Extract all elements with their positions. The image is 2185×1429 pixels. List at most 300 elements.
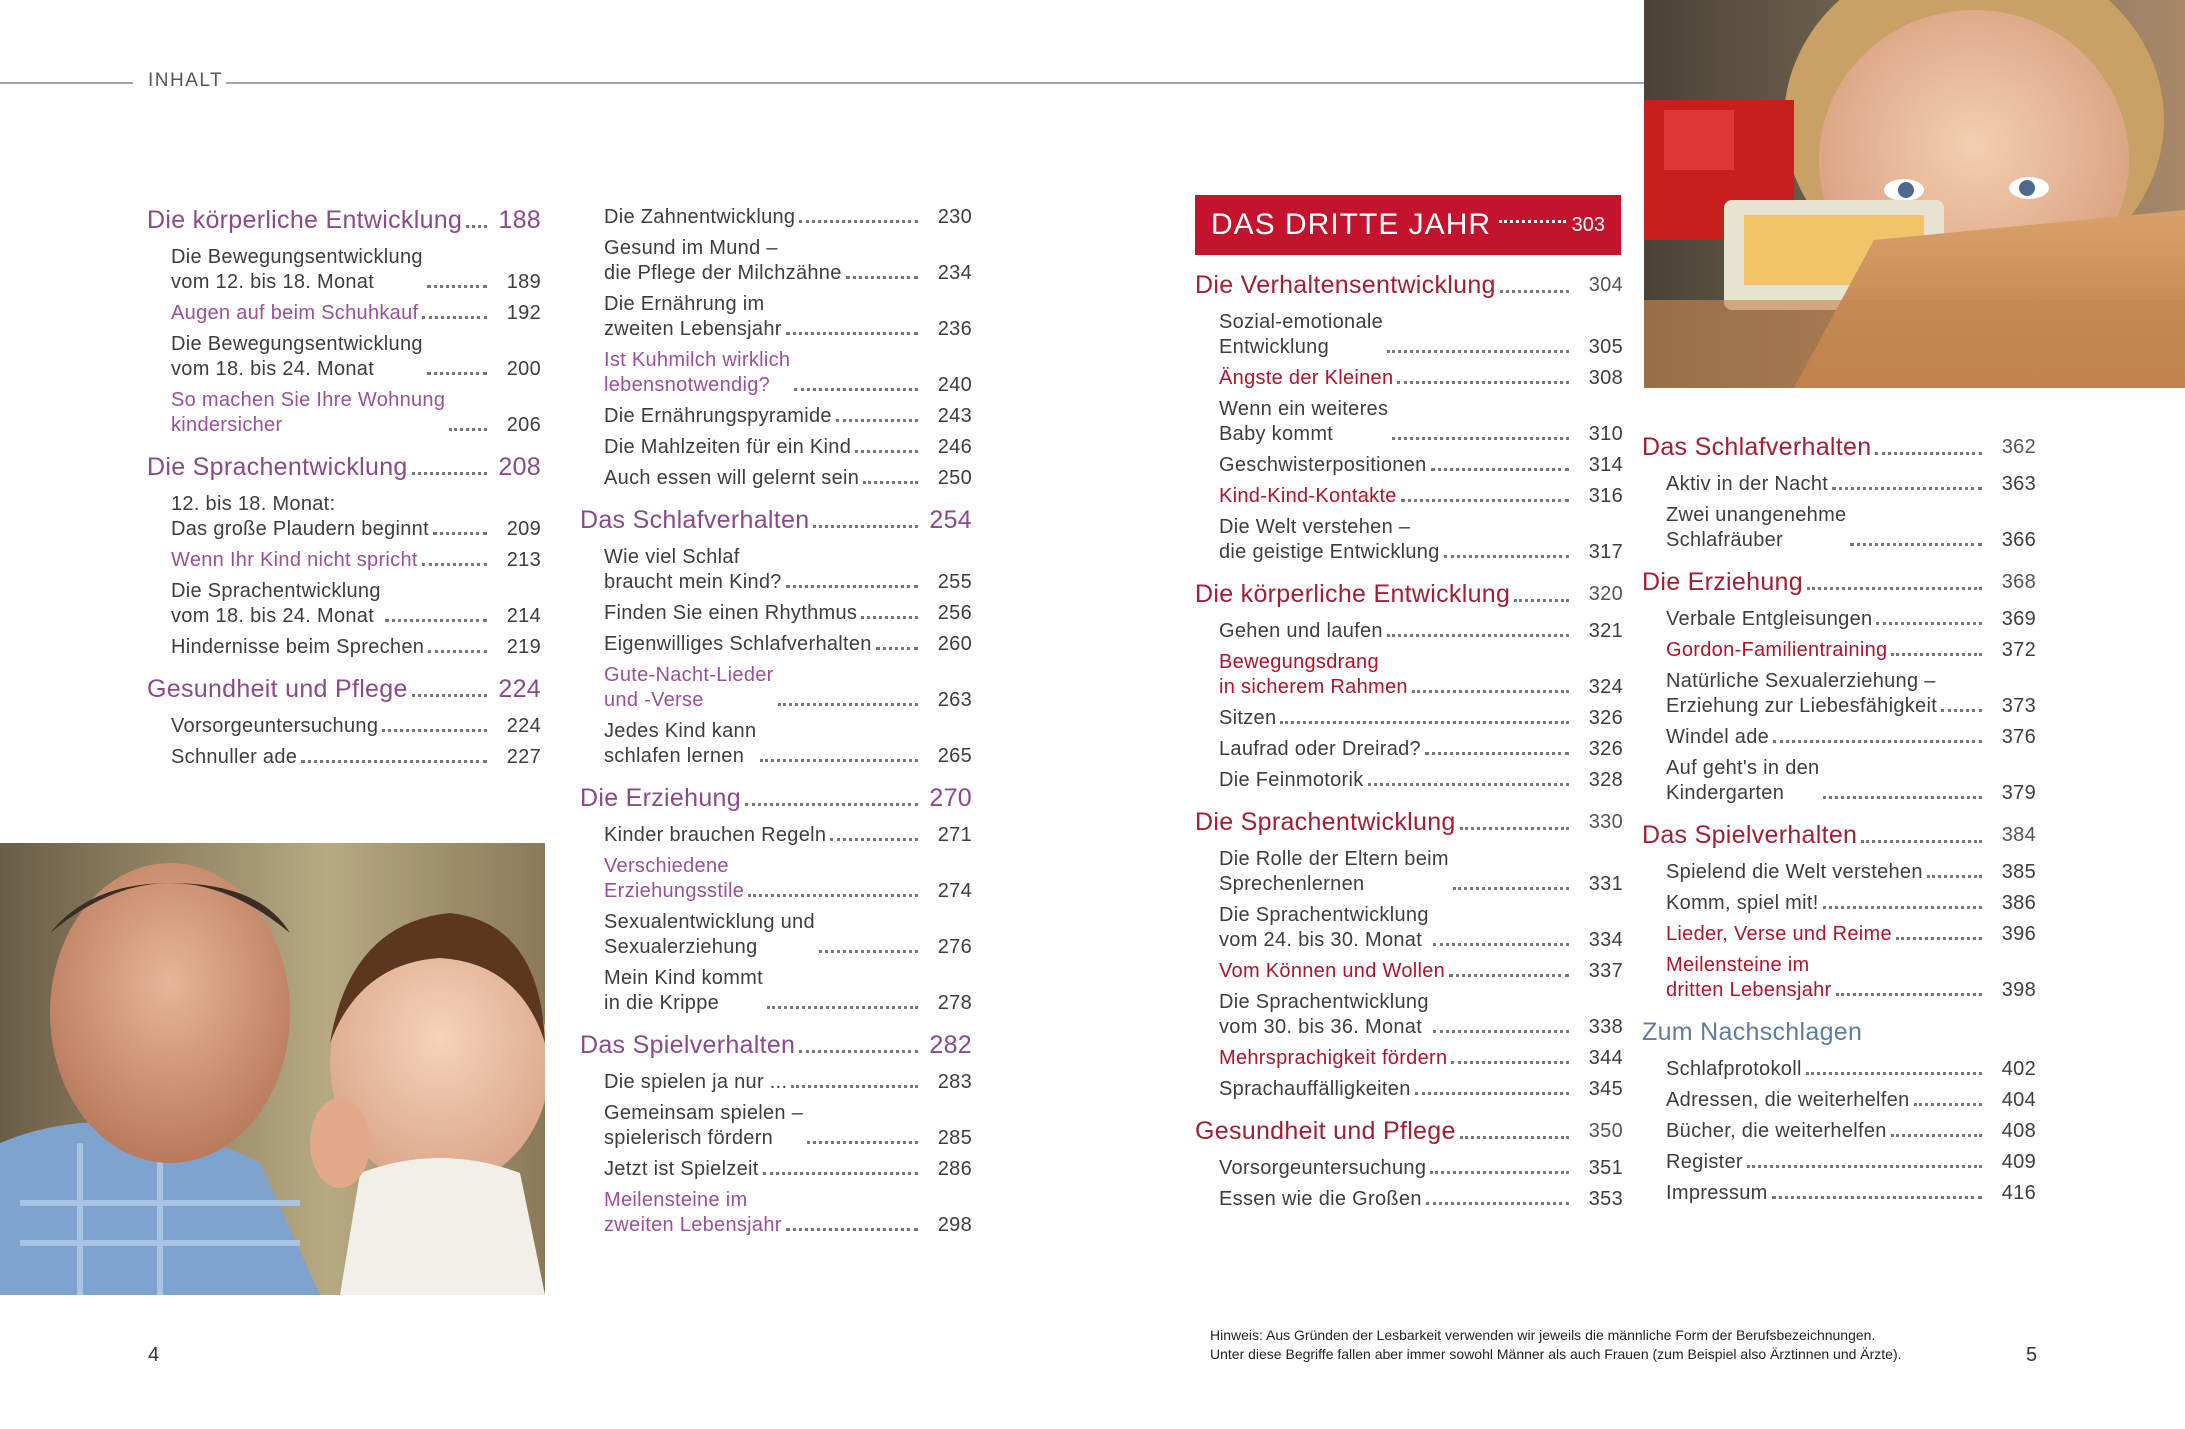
toc-section-heading: [1195, 270, 1623, 300]
toc-entry: [1195, 619, 1623, 644]
toc-entry: [1195, 366, 1623, 391]
toc-entry-page: 283: [937, 1071, 972, 1093]
toc-leader-dots: [1453, 887, 1569, 890]
footnote-line-2: Unter diese Begriffe fallen aber immer sowohl Männer als auch Frauen (zum Beispiel also Ärztinnen und Ärzte).: [1210, 1346, 1902, 1362]
toc-entry-page: 344: [1588, 1047, 1623, 1069]
toc-entry-page: 192: [506, 302, 541, 324]
toc-entry-title: Meilensteine im zweiten Lebensjahr: [604, 1188, 786, 1238]
toc-entry-page: 379: [2001, 782, 2036, 804]
toc-entry-page: 376: [2001, 726, 2036, 748]
toc-entry-page: 255: [937, 571, 972, 593]
toc-leader-dots: [1460, 827, 1569, 830]
chapter-title: DAS DRITTE JAHR: [1211, 208, 1492, 241]
toc-entry-page: 326: [1588, 738, 1623, 760]
toc-entry-page: 304: [1588, 274, 1623, 296]
toc-entry-title: Die Mahlzeiten für ein Kind: [604, 435, 855, 460]
toc-entry-page: 320: [1588, 583, 1623, 605]
toc-leader-dots: [1460, 1136, 1569, 1139]
toc-entry-page: 310: [1588, 423, 1623, 445]
toc-entry: [580, 854, 972, 904]
toc-section-heading: [147, 674, 541, 704]
toc-entry-title: Verschiedene Erziehungsstile: [604, 854, 748, 904]
toc-leader-dots: [855, 450, 918, 453]
toc-entry-page: 256: [937, 602, 972, 624]
toc-leader-dots: [1392, 437, 1569, 440]
toc-entry-page: 368: [2001, 571, 2036, 593]
toc-entry-title: Sprachauffälligkeiten: [1219, 1077, 1415, 1102]
toc-entry: [147, 245, 541, 295]
toc-leader-dots: [876, 647, 918, 650]
toc-entry: [147, 635, 541, 660]
toc-entry-title: Die Sprachentwicklung vom 18. bis 24. Monat: [171, 579, 385, 629]
toc-entry-title: Die körperliche Entwicklung: [1195, 579, 1514, 609]
toc-entry-page: 321: [1588, 620, 1623, 642]
toc-entry: [1195, 847, 1623, 897]
toc-entry: [1195, 1046, 1623, 1071]
toc-leader-dots: [412, 694, 487, 697]
toc-entry-title: Die Welt verstehen – die geistige Entwicklung: [1219, 515, 1444, 565]
toc-entry: [1195, 959, 1623, 984]
toc-entry-page: 234: [937, 262, 972, 284]
toc-entry-page: 278: [937, 992, 972, 1014]
toc-entry: [580, 435, 972, 460]
toc-entry: [1195, 1077, 1623, 1102]
toc-entry-page: 409: [2001, 1151, 2036, 1173]
toc-entry: [1195, 990, 1623, 1040]
toc-entry-title: Die Feinmotorik: [1219, 768, 1368, 793]
toc-leader-dots: [807, 1141, 918, 1144]
toc-leader-dots: [422, 563, 487, 566]
toc-leader-dots: [1280, 721, 1569, 724]
toc-entry: [1195, 484, 1623, 509]
toc-entry-page: 298: [937, 1214, 972, 1236]
toc-leader-dots: [819, 950, 918, 953]
toc-leader-dots: [1875, 452, 1982, 455]
toc-leader-dots: [1891, 653, 1982, 656]
toc-entry: [1195, 310, 1623, 360]
toc-leader-dots: [1387, 634, 1569, 637]
toc-entry: [1195, 650, 1623, 700]
toc-leader-dots: [830, 838, 918, 841]
toc-entry-page: 314: [1588, 454, 1623, 476]
toc-leader-dots: [1425, 752, 1569, 755]
toc-entry: [580, 663, 972, 713]
toc-entry-title: Gordon-Familientraining: [1666, 638, 1891, 663]
toc-entry-title: Die Zahnentwicklung: [604, 205, 799, 230]
toc-leader-dots: [422, 316, 487, 319]
toc-entry-page: 326: [1588, 707, 1623, 729]
toc-entry-title: Das Schlafverhalten: [1642, 432, 1875, 462]
toc-entry: [1642, 891, 2036, 916]
toc-entry: [147, 745, 541, 770]
toc-entry: [580, 404, 972, 429]
page-number-left: 4: [148, 1344, 160, 1366]
toc-entry-page: 385: [2001, 861, 2036, 883]
toc-leader-dots: [1832, 487, 1982, 490]
toc-leader-dots: [1876, 622, 1982, 625]
toc-entry-title: Schnuller ade: [171, 745, 301, 770]
toc-entry: [1642, 503, 2036, 553]
toc-leader-dots: [428, 650, 487, 653]
toc-entry: [1195, 768, 1623, 793]
toc-entry: [580, 823, 972, 848]
toc-entry-title: Wie viel Schlaf braucht mein Kind?: [604, 545, 786, 595]
toc-entry-page: 402: [2001, 1058, 2036, 1080]
toc-leader-dots: [1896, 937, 1982, 940]
page-number-right: 5: [2026, 1344, 2038, 1366]
toc-section-heading: [1642, 1017, 2036, 1047]
toc-entry-title: Gesundheit und Pflege: [1195, 1116, 1460, 1146]
toc-entry-page: 227: [506, 746, 541, 768]
toc-column-4: [1642, 432, 2036, 1212]
toc-entry-page: 372: [2001, 639, 2036, 661]
toc-leader-dots: [1747, 1165, 1982, 1168]
toc-entry-title: Auf geht's in den Kindergarten: [1666, 756, 1823, 806]
toc-entry-title: Geschwisterpositionen: [1219, 453, 1431, 478]
toc-entry-title: Ist Kuhmilch wirklich lebensnotwendig?: [604, 348, 794, 398]
toc-leader-dots: [813, 525, 918, 528]
toc-leader-dots: [385, 619, 487, 622]
toc-entry-title: Gesund im Mund – die Pflege der Milchzähne: [604, 236, 846, 286]
toc-leader-dots: [1431, 468, 1569, 471]
toc-section-heading: [1195, 1116, 1623, 1146]
toc-entry-page: 351: [1588, 1157, 1623, 1179]
toc-column-1: [147, 205, 541, 776]
toc-entry: [580, 205, 972, 230]
toc-entry-title: Vorsorgeuntersuchung: [1219, 1156, 1430, 1181]
toc-entry-page: 246: [937, 436, 972, 458]
toc-entry: [1642, 922, 2036, 947]
toc-section-heading: [147, 452, 541, 482]
toc-entry-page: 305: [1588, 336, 1623, 358]
toc-entry-page: 416: [2001, 1182, 2036, 1204]
toc-leader-dots: [1807, 587, 1982, 590]
photo-toddler-with-toy-truck: [1644, 0, 2185, 388]
toc-entry-title: Augen auf beim Schuhkauf: [171, 301, 422, 326]
toc-entry-title: Die Bewegungsentwicklung vom 18. bis 24. Monat: [171, 332, 427, 382]
toc-entry-page: 363: [2001, 473, 2036, 495]
toc-entry-page: 230: [937, 206, 972, 228]
toc-entry-page: 200: [506, 358, 541, 380]
toc-entry-title: Hindernisse beim Sprechen: [171, 635, 428, 660]
toc-leader-dots: [433, 532, 487, 535]
toc-entry: [580, 1101, 972, 1151]
toc-leader-dots: [760, 759, 918, 762]
toc-entry-title: Essen wie die Großen: [1219, 1187, 1426, 1212]
toc-entry-page: 350: [1588, 1120, 1623, 1142]
footnote-line-1: Hinweis: Aus Gründen der Lesbarkeit verwenden wir jeweils die männliche Form der Berufsbezeichnungen.: [1210, 1327, 1876, 1343]
toc-entry-page: 219: [506, 636, 541, 658]
toc-entry-page: 353: [1588, 1188, 1623, 1210]
toc-entry-title: Die Erziehung: [580, 783, 745, 813]
toc-leader-dots: [382, 729, 487, 732]
toc-entry: [1642, 1088, 2036, 1113]
toc-entry-page: 337: [1588, 960, 1623, 982]
toc-entry-title: Spielend die Welt verstehen: [1666, 860, 1927, 885]
toc-entry: [1642, 756, 2036, 806]
toc-leader-dots: [466, 225, 487, 228]
toc-entry-page: 286: [937, 1158, 972, 1180]
toc-leader-dots: [799, 1050, 918, 1053]
toc-entry: [580, 348, 972, 398]
toc-leader-dots: [791, 1085, 918, 1088]
toc-entry-page: 338: [1588, 1016, 1623, 1038]
toc-entry-title: Die Sprachentwicklung vom 30. bis 36. Monat: [1219, 990, 1433, 1040]
toc-entry-page: 189: [506, 271, 541, 293]
toc-entry-title: Laufrad oder Dreirad?: [1219, 737, 1425, 762]
toc-leader-dots: [1433, 1030, 1569, 1033]
toc-entry-title: Schlafprotokoll: [1666, 1057, 1806, 1082]
toc-entry-page: 334: [1588, 929, 1623, 951]
toc-entry: [1195, 515, 1623, 565]
toc-entry-title: Finden Sie einen Rhythmus: [604, 601, 861, 626]
toc-entry: [1195, 737, 1623, 762]
toc-entry: [580, 601, 972, 626]
toc-leader-dots: [1397, 381, 1569, 384]
toc-entry: [580, 1070, 972, 1095]
toc-entry-page: 384: [2001, 824, 2036, 846]
toc-entry-title: Wenn Ihr Kind nicht spricht: [171, 548, 422, 573]
toc-section-heading: [580, 505, 972, 535]
toc-section-heading: [1195, 579, 1623, 609]
toc-entry-title: Die Sprachentwicklung: [1195, 807, 1460, 837]
toc-leader-dots: [1823, 796, 1982, 799]
toc-entry-title: Die Erziehung: [1642, 567, 1807, 597]
toc-entry: [1642, 725, 2036, 750]
toc-entry-title: Die Bewegungsentwicklung vom 12. bis 18. Monat: [171, 245, 427, 295]
toc-entry-page: 345: [1588, 1078, 1623, 1100]
toc-leader-dots: [863, 481, 918, 484]
toc-section-heading: [1642, 567, 2036, 597]
toc-entry-page: 282: [929, 1031, 972, 1059]
toc-leader-dots: [1387, 350, 1569, 353]
toc-leader-dots: [427, 285, 487, 288]
toc-leader-dots: [1891, 1134, 1982, 1137]
toc-entry-page: 250: [937, 467, 972, 489]
toc-section-heading: [580, 783, 972, 813]
toc-leader-dots: [1368, 783, 1569, 786]
toc-leader-dots: [301, 760, 487, 763]
toc-entry-title: Windel ade: [1666, 725, 1773, 750]
toc-entry-title: Die Ernährungspyramide: [604, 404, 836, 429]
toc-section-heading: [1642, 432, 2036, 462]
toc-entry-page: 254: [929, 506, 972, 534]
toc-entry-title: Gute-Nacht-Lieder und -Verse: [604, 663, 778, 713]
toc-leader-dots: [786, 585, 918, 588]
toc-entry: [1195, 1187, 1623, 1212]
toc-entry: [1642, 472, 2036, 497]
toc-entry: [1642, 1057, 2036, 1082]
toc-entry: [147, 301, 541, 326]
toc-leader-dots: [1772, 1196, 1982, 1199]
toc-leader-dots: [836, 419, 918, 422]
toc-entry: [147, 388, 541, 438]
toc-leader-dots: [1773, 740, 1982, 743]
chapter-leader-dots: [1499, 220, 1566, 223]
toc-leader-dots: [1444, 555, 1569, 558]
toc-column-2: [580, 205, 972, 1244]
toc-entry-title: Die Rolle der Eltern beim Sprechenlernen: [1219, 847, 1453, 897]
toc-entry-title: Mein Kind kommt in die Krippe: [604, 966, 767, 1016]
toc-entry-title: Die spielen ja nur ...: [604, 1070, 791, 1095]
toc-leader-dots: [745, 803, 918, 806]
toc-entry: [580, 545, 972, 595]
toc-entry-title: Sitzen: [1219, 706, 1280, 731]
toc-entry-title: Kinder brauchen Regeln: [604, 823, 830, 848]
toc-entry-page: 270: [929, 784, 972, 812]
toc-leader-dots: [412, 472, 487, 475]
toc-entry-title: Verbale Entgleisungen: [1666, 607, 1876, 632]
toc-section-heading: [1195, 807, 1623, 837]
toc-entry: [580, 910, 972, 960]
toc-entry-title: Zum Nachschlagen: [1642, 1017, 1866, 1047]
toc-leader-dots: [1914, 1103, 1983, 1106]
chapter-page: 303: [1571, 213, 1605, 236]
toc-entry-page: 408: [2001, 1120, 2036, 1142]
toc-entry-title: Die Ernährung im zweiten Lebensjahr: [604, 292, 786, 342]
toc-entry-title: Jedes Kind kann schlafen lernen: [604, 719, 760, 769]
toc-entry: [580, 719, 972, 769]
toc-leader-dots: [799, 220, 918, 223]
toc-entry-title: Gehen und laufen: [1219, 619, 1387, 644]
toc-entry: [147, 714, 541, 739]
toc-entry: [147, 332, 541, 382]
toc-entry-page: 398: [2001, 979, 2036, 1001]
toc-leader-dots: [1850, 543, 1982, 546]
header-rule-right: [226, 82, 1644, 84]
toc-entry: [580, 236, 972, 286]
toc-entry: [147, 492, 541, 542]
toc-entry-title: Ängste der Kleinen: [1219, 366, 1397, 391]
toc-entry-page: 396: [2001, 923, 2036, 945]
toc-entry-title: Auch essen will gelernt sein: [604, 466, 863, 491]
toc-entry-page: 276: [937, 936, 972, 958]
toc-leader-dots: [1500, 290, 1569, 293]
toc-leader-dots: [778, 703, 918, 706]
toc-entry-page: 285: [937, 1127, 972, 1149]
toc-entry-title: Bewegungsdrang in sicherem Rahmen: [1219, 650, 1412, 700]
toc-entry-title: Komm, spiel mit!: [1666, 891, 1823, 916]
toc-entry: [147, 579, 541, 629]
toc-leader-dots: [794, 388, 918, 391]
toc-entry-page: 308: [1588, 367, 1623, 389]
toc-entry: [1195, 397, 1623, 447]
toc-entry-page: 240: [937, 374, 972, 396]
toc-entry-page: 317: [1588, 541, 1623, 563]
toc-entry-page: 209: [506, 518, 541, 540]
toc-entry: [1642, 1119, 2036, 1144]
toc-entry: [1642, 953, 2036, 1003]
toc-entry-page: 369: [2001, 608, 2036, 630]
toc-entry-page: 188: [498, 206, 541, 234]
toc-entry-title: Adressen, die weiterhelfen: [1666, 1088, 1914, 1113]
toc-entry-title: So machen Sie Ihre Wohnung kindersicher: [171, 388, 449, 438]
toc-leader-dots: [767, 1006, 918, 1009]
toc-leader-dots: [1415, 1092, 1569, 1095]
toc-entry: [1642, 669, 2036, 719]
toc-leader-dots: [846, 276, 918, 279]
toc-entry-page: 271: [937, 824, 972, 846]
toc-entry-page: 404: [2001, 1089, 2036, 1111]
toc-entry-title: Natürliche Sexualerziehung – Erziehung zur Liebesfähigkeit: [1666, 669, 1941, 719]
toc-entry-title: Gemeinsam spielen – spielerisch fördern: [604, 1101, 807, 1151]
toc-entry-page: 316: [1588, 485, 1623, 507]
toc-section-heading: [1642, 820, 2036, 850]
toc-entry: [1195, 903, 1623, 953]
toc-leader-dots: [1836, 993, 1982, 996]
toc-entry: [580, 466, 972, 491]
toc-entry-title: Gesundheit und Pflege: [147, 674, 412, 704]
toc-section-heading: [147, 205, 541, 235]
toc-entry-title: Bücher, die weiterhelfen: [1666, 1119, 1891, 1144]
toc-entry: [1642, 1181, 2036, 1206]
toc-entry-page: 206: [506, 414, 541, 436]
toc-entry-page: 366: [2001, 529, 2036, 551]
toc-leader-dots: [1412, 690, 1569, 693]
toc-entry-title: Die Sprachentwicklung vom 24. bis 30. Monat: [1219, 903, 1433, 953]
toc-leader-dots: [1823, 906, 1982, 909]
toc-entry-title: Das Spielverhalten: [1642, 820, 1861, 850]
toc-entry-title: Impressum: [1666, 1181, 1772, 1206]
toc-entry-title: 12. bis 18. Monat: Das große Plaudern beginnt: [171, 492, 433, 542]
toc-entry: [1195, 706, 1623, 731]
toc-leader-dots: [1514, 599, 1569, 602]
toc-leader-dots: [449, 428, 487, 431]
toc-entry: [1642, 607, 2036, 632]
toc-entry-title: Sozial-emotionale Entwicklung: [1219, 310, 1387, 360]
toc-leader-dots: [763, 1172, 918, 1175]
toc-entry-title: Zwei unangenehme Schlafräuber: [1666, 503, 1850, 553]
toc-entry-title: Lieder, Verse und Reime: [1666, 922, 1896, 947]
toc-entry-title: Jetzt ist Spielzeit: [604, 1157, 763, 1182]
toc-leader-dots: [748, 894, 918, 897]
toc-leader-dots: [427, 372, 487, 375]
toc-entry-title: Mehrsprachigkeit fördern: [1219, 1046, 1451, 1071]
toc-leader-dots: [1861, 840, 1982, 843]
toc-entry-title: Vorsorgeuntersuchung: [171, 714, 382, 739]
toc-entry: [1642, 860, 2036, 885]
toc-entry: [1642, 638, 2036, 663]
toc-leader-dots: [1433, 943, 1569, 946]
toc-entry-title: Die Verhaltensentwicklung: [1195, 270, 1500, 300]
toc-entry: [1642, 1150, 2036, 1175]
toc-entry-page: 224: [498, 675, 541, 703]
toc-entry-page: 274: [937, 880, 972, 902]
toc-entry-page: 386: [2001, 892, 2036, 914]
toc-entry-title: Kind-Kind-Kontakte: [1219, 484, 1401, 509]
toc-entry-title: Wenn ein weiteres Baby kommt: [1219, 397, 1392, 447]
header-label: INHALT: [148, 70, 224, 91]
toc-entry-page: 324: [1588, 676, 1623, 698]
toc-entry-page: 214: [506, 605, 541, 627]
toc-entry: [147, 548, 541, 573]
toc-entry: [580, 966, 972, 1016]
toc-entry: [1195, 1156, 1623, 1181]
toc-entry-page: 236: [937, 318, 972, 340]
toc-entry: [580, 1188, 972, 1238]
toc-entry-title: Aktiv in der Nacht: [1666, 472, 1832, 497]
toc-leader-dots: [786, 332, 918, 335]
toc-leader-dots: [786, 1228, 918, 1231]
toc-entry-title: Vom Können und Wollen: [1219, 959, 1449, 984]
toc-entry: [580, 292, 972, 342]
toc-entry-title: Register: [1666, 1150, 1747, 1175]
toc-leader-dots: [1426, 1202, 1569, 1205]
toc-leader-dots: [1401, 499, 1569, 502]
toc-entry: [1195, 453, 1623, 478]
toc-entry-page: 260: [937, 633, 972, 655]
header-rule-left: [0, 82, 133, 84]
